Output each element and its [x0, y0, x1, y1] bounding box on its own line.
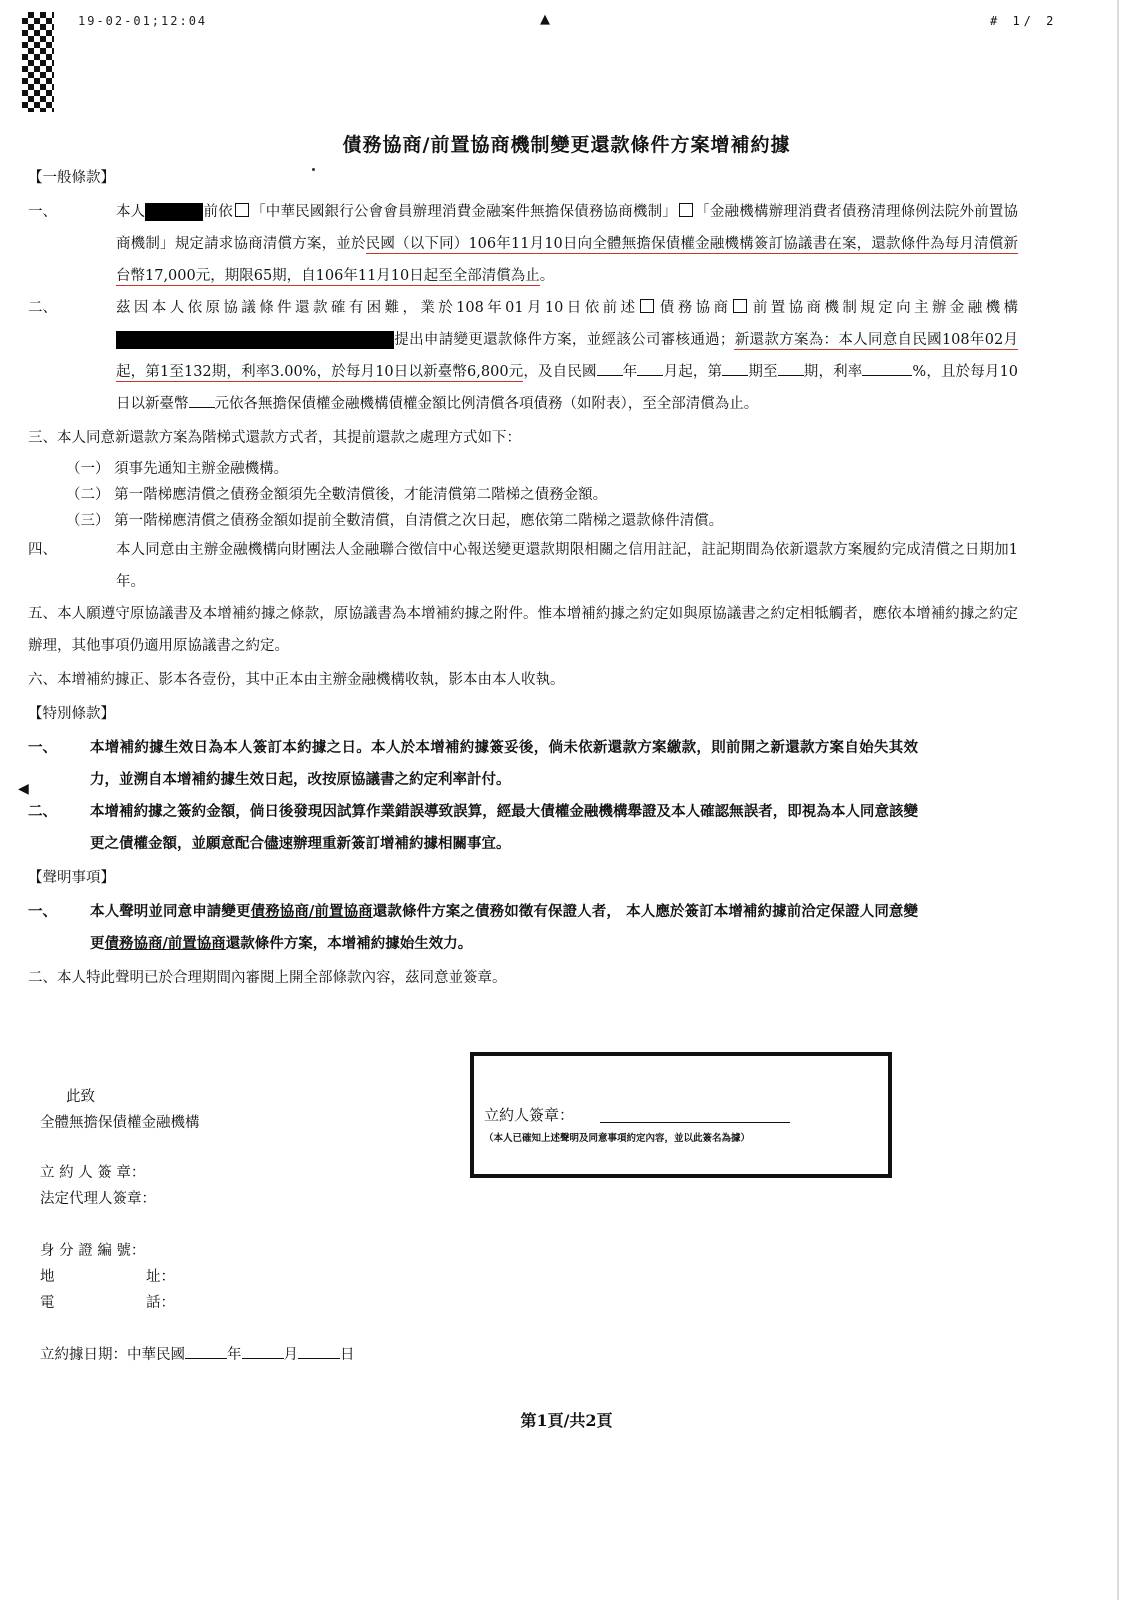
clause-fragment: 期至	[748, 364, 778, 380]
blank-date-day[interactable]	[298, 1358, 340, 1359]
redacted-institution	[116, 331, 394, 349]
document-title: 債務協商/前置協商機制變更還款條件方案增補約據	[342, 134, 791, 156]
general-clause-6: 六、本增補約據正、影本各壹份，其中正本由主辦金融機構收執，影本由本人收執。	[28, 672, 565, 688]
checkbox-pre-negotiation	[733, 299, 747, 313]
addressee-line-2: 全體無擔保債權金融機構	[40, 1115, 200, 1131]
clause-number: 四、	[28, 542, 57, 558]
clause-text: 本人同意由主辦金融機構向財團法人金融聯合徵信中心報送變更還款期限相關之信用註記，註記期間為依新還款方案履約完成清償之日期加1年。	[116, 542, 1018, 590]
signature-note: （本人已確知上述聲明及同意事項約定內容，並以此簽名為據）	[484, 1133, 751, 1144]
blank-amount	[189, 407, 215, 408]
fax-timestamp: 19-02-01;12:04	[78, 14, 208, 28]
clause-fragment: 前置協商機制規定向主辦金融機構	[749, 300, 1019, 316]
guardian-field: 法定代理人簽章：	[40, 1191, 156, 1207]
clause-number: 一、	[28, 903, 57, 920]
blank-date-month[interactable]	[242, 1358, 284, 1359]
clause-fragment: 月起，第	[663, 364, 723, 380]
clause-fragment: 提出申請變更還款條件方案，並經該公司審核通過；	[394, 332, 735, 348]
general-clause-3-item-1: （一） 須事先通知主辦金融機構。	[66, 461, 289, 477]
declaration-clause-1	[28, 896, 1018, 960]
clause-number: 二、	[28, 300, 57, 316]
clause-fragment: 還款條件方案之債務如徵有保證人者， 本人應於簽訂本增補約據前洽定保證人同意變更	[90, 903, 919, 952]
clause-fragment: 「中華民國銀行公會會員辦理消費金融案件無擔保債務協商機制」	[250, 204, 677, 220]
general-clause-5	[28, 598, 1018, 662]
fax-marker-pattern	[22, 12, 54, 112]
underlined-scheme: 債務協商/前置協商	[250, 903, 373, 920]
scan-edge	[1117, 0, 1119, 1600]
underlined-scheme: 債務協商/前置協商	[104, 935, 226, 952]
clause-fragment: 債務協商	[656, 300, 732, 316]
general-clause-2	[28, 292, 1018, 420]
underlined-repayment-terms: 還款條件為每月清償新台幣17,000元，期限65期，自106年11月10日起至全部清償為止	[116, 236, 1019, 284]
underlined-new-plan: 新還款方案為：本人同意自民國108年02月起，第1至132期，利率3.00%，於每月10日以新臺幣6,800元	[116, 332, 1018, 380]
fax-arrow-icon: ▲	[540, 12, 550, 27]
signature-line[interactable]	[600, 1122, 790, 1123]
clause-fragment: 年	[622, 364, 638, 380]
clause-body: 本人願遵守原協議書及本增補約據之條款，原協議書為本增補約據之附件。惟本增補約據之約定如與原協議書之約定相牴觸者，應依本增補約據之約定辦理，其他事項仍適用原協議書之約定。	[28, 606, 1018, 654]
clause-number: 五、	[28, 606, 58, 622]
blank-period-start	[722, 375, 748, 376]
general-clause-3: 三、本人同意新還款方案為階梯式還款方式者，其提前還款之處理方式如下：	[28, 430, 521, 446]
clause-fragment: 。	[539, 268, 555, 284]
clause-fragment: 本人聲明並同意申請變更	[90, 903, 251, 920]
checkbox-debt-negotiation	[235, 203, 249, 217]
clause-fragment: ，及自民國	[523, 364, 597, 380]
agreement-date-line	[40, 1342, 355, 1368]
special-clause-2	[28, 796, 1018, 860]
clause-number: 一、	[28, 739, 57, 756]
addressee-line-1: 此致	[66, 1089, 95, 1105]
blank-period-end	[778, 375, 804, 376]
phone-field-label-a: 電	[40, 1295, 55, 1311]
special-clause-1	[28, 732, 1018, 796]
clause-text	[28, 598, 1018, 662]
signature-box	[470, 1052, 892, 1178]
clause-fragment: 前依	[203, 204, 233, 220]
phone-field-label-b: 話：	[146, 1295, 175, 1311]
date-month-label: 月	[283, 1347, 298, 1363]
clause-fragment: 元依各無擔保債權金融機構債權金額比例清償各項債務（如附表），至全部清償為止。	[214, 396, 759, 412]
address-field-label-b: 址：	[146, 1269, 175, 1285]
signature-label: 立約人簽章：	[484, 1106, 575, 1124]
date-year-label: 年	[227, 1347, 242, 1363]
address-field-label-a: 地	[40, 1269, 55, 1285]
clause-fragment: 還款條件方案，本增補約據始生效力。	[225, 935, 473, 952]
clause-fragment: 期，利率	[803, 364, 863, 380]
clause-text	[90, 896, 1018, 960]
general-clause-3-item-3: （三） 第一階梯應清償之債務金額如提前全數清償，自清償之次日起，應依第二階梯之還款條件清償。	[66, 513, 724, 529]
checkbox-pre-negotiation	[679, 203, 693, 217]
blank-month	[637, 375, 663, 376]
general-clause-3-item-2: （二） 第一階梯應清償之債務金額須先全數清償後，才能清償第二階梯之債務金額。	[66, 487, 608, 503]
fax-margin-arrow-icon: ◀	[18, 781, 29, 797]
special-heading: 【特別條款】	[28, 706, 115, 722]
general-clause-1	[28, 196, 1018, 292]
clause-fragment: 本人	[116, 204, 146, 220]
clause-fragment: 「金融機構辦理消費者債務清理條例法院外前置協商機制」規定請求協商清償方案，並於	[116, 204, 1019, 252]
clause-text	[90, 196, 1018, 292]
date-prefix: 立約據日期：中華民國	[40, 1347, 185, 1363]
general-clause-4	[28, 534, 1018, 598]
general-heading: 【一般條款】	[28, 170, 115, 186]
date-day-label: 日	[340, 1347, 355, 1363]
clause-text	[90, 292, 1018, 420]
redacted-name	[145, 203, 203, 221]
signer-field: 立 約 人 簽 章：	[40, 1165, 146, 1181]
clause-fragment: %，且於每月10日以新臺幣	[116, 364, 1019, 412]
clause-fragment: 茲因本人依原協議條件還款確有困難，業於108年01月10日依前述	[116, 300, 639, 316]
checkbox-debt-negotiation	[640, 299, 654, 313]
clause-number: 二、	[28, 803, 57, 820]
clause-text: 本增補約據之簽約金額，倘日後發現因試算作業錯誤導致誤算，經最大債權金融機構舉證及本人確認無誤者，即視為本人同意該變更之債權金額，並願意配合儘速辦理重新簽訂增補約據相關事宜。	[90, 803, 918, 852]
clause-number: 一、	[28, 204, 57, 220]
underlined-agreement-date: 民國（以下同）106年11月10日向全體無擔保債權金融機構簽訂協議書在案，	[365, 236, 872, 252]
declaration-heading: 【聲明事項】	[28, 870, 115, 886]
clause-text: 本增補約據生效日為本人簽訂本約據之日。本人於本增補約據簽妥後，倘未依新還款方案繳款，則前開之新還款方案自始失其效力，並溯自本增補約據生效日起，改按原協議書之約定利率計付。	[90, 739, 918, 788]
blank-rate	[862, 375, 912, 376]
fax-page-number: # 1/ 2	[990, 14, 1058, 28]
id-number-field: 身 分 證 編 號：	[40, 1243, 146, 1259]
document-body	[28, 160, 1018, 996]
blank-date-year[interactable]	[185, 1358, 227, 1359]
page-footer: 第1頁/共2頁	[520, 1411, 613, 1430]
blank-year	[597, 375, 623, 376]
declaration-clause-2: 二、本人特此聲明已於合理期間內審閱上開全部條款內容，茲同意並簽章。	[28, 970, 507, 986]
